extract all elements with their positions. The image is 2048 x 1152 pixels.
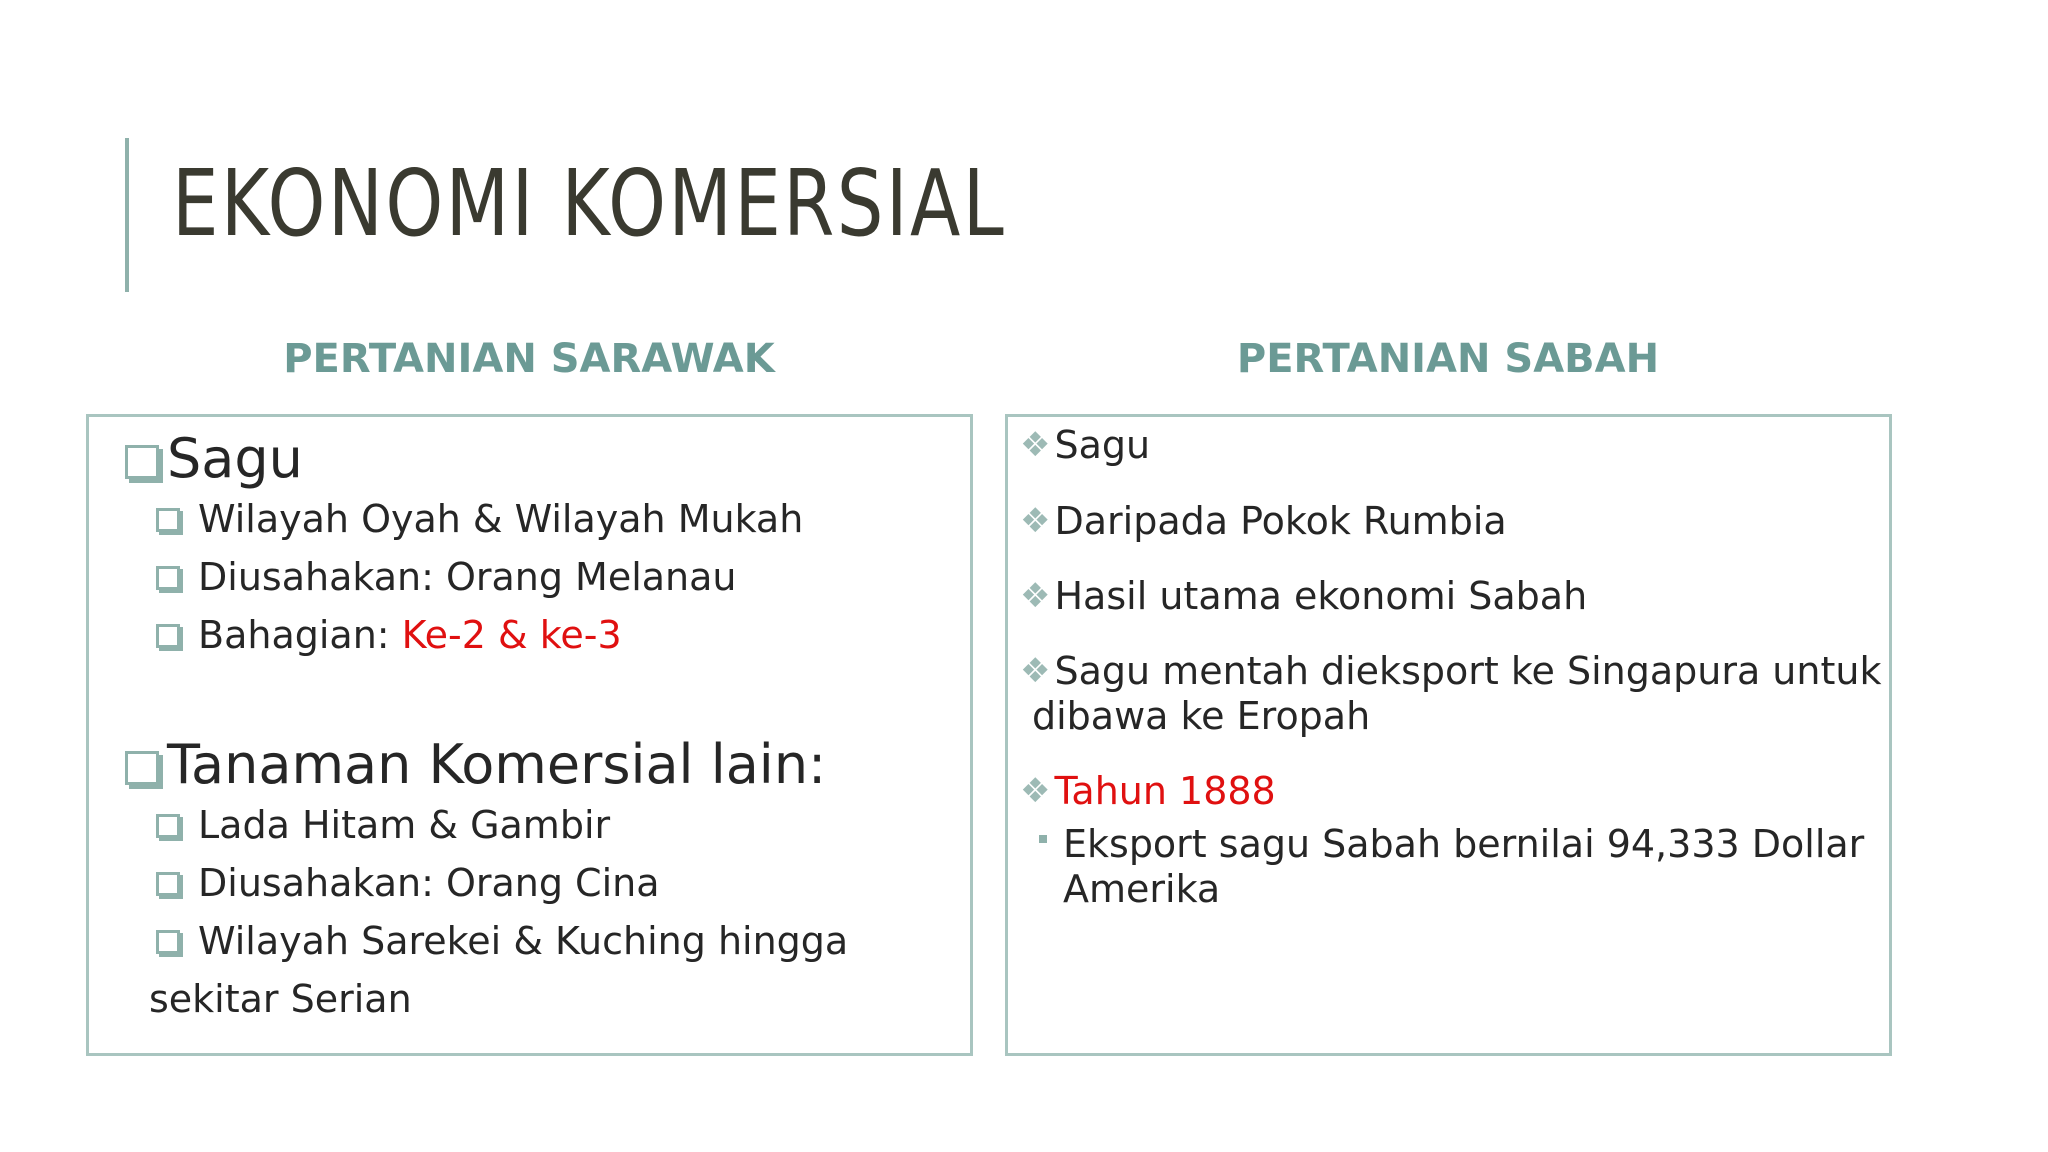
sub-item-continuation: sekitar Serian bbox=[149, 977, 412, 1021]
sub-item-label: Wilayah Sarekei & Kuching hingga bbox=[198, 919, 849, 963]
hollow-square-icon bbox=[156, 566, 180, 590]
four-diamond-icon: ❖ bbox=[1020, 501, 1051, 541]
hollow-square-icon bbox=[125, 445, 159, 479]
list-item-sagu bbox=[125, 427, 303, 490]
sub-item-label: Lada Hitam & Gambir bbox=[198, 803, 611, 847]
list-item-label: Hasil utama ekonomi Sabah bbox=[1054, 574, 1588, 618]
list-item-label: Tanaman Komersial lain: bbox=[167, 733, 827, 796]
sub-item-label: Bahagian: bbox=[198, 613, 402, 657]
sub-item bbox=[156, 613, 622, 657]
list-item-label: Sagu bbox=[167, 427, 303, 490]
list-item bbox=[1020, 423, 1150, 467]
sub-item bbox=[156, 919, 848, 963]
sub-item bbox=[156, 861, 660, 905]
sub-item bbox=[156, 803, 610, 847]
four-diamond-icon: ❖ bbox=[1020, 425, 1051, 465]
list-item bbox=[1020, 574, 1587, 618]
sarawak-box bbox=[86, 414, 973, 1056]
list-item-tanaman bbox=[125, 733, 826, 796]
sub-item-label: Wilayah Oyah & Wilayah Mukah bbox=[198, 497, 804, 541]
list-item bbox=[1020, 649, 1881, 693]
list-item-label: Tahun 1888 bbox=[1054, 769, 1276, 813]
sub-item-label: Diusahakan: Orang Cina bbox=[198, 861, 660, 905]
title-accent-bar bbox=[125, 138, 129, 292]
hollow-square-icon bbox=[156, 872, 180, 896]
sub-item bbox=[156, 555, 737, 599]
hollow-square-icon bbox=[156, 624, 180, 648]
list-item-year bbox=[1020, 769, 1276, 813]
list-item-label: Sagu bbox=[1054, 423, 1151, 467]
heading-sarawak: PERTANIAN SARAWAK bbox=[283, 336, 775, 382]
list-item bbox=[1020, 499, 1507, 543]
sub-item-label: Diusahakan: Orang Melanau bbox=[198, 555, 737, 599]
hollow-square-icon bbox=[156, 814, 180, 838]
four-diamond-icon: ❖ bbox=[1020, 651, 1051, 691]
heading-sabah: PERTANIAN SABAH bbox=[1236, 336, 1660, 382]
four-diamond-icon: ❖ bbox=[1020, 576, 1051, 616]
sub-item-label: Eksport sagu Sabah bernilai 94,333 Dollar bbox=[1063, 822, 1865, 866]
hollow-square-icon bbox=[156, 930, 180, 954]
four-diamond-icon: ❖ bbox=[1020, 771, 1051, 811]
sub-item bbox=[1039, 822, 1864, 866]
list-item-continuation: dibawa ke Eropah bbox=[1032, 694, 1371, 738]
sub-item bbox=[156, 497, 803, 541]
hollow-square-icon bbox=[156, 508, 180, 532]
list-item-label: Sagu mentah dieksport ke Singapura untuk bbox=[1054, 649, 1882, 693]
sabah-box bbox=[1005, 414, 1892, 1056]
hollow-square-icon bbox=[125, 751, 159, 785]
highlight-text: Ke-2 & ke-3 bbox=[401, 613, 622, 657]
sub-item-continuation: Amerika bbox=[1063, 867, 1221, 911]
slide-title: EKONOMI KOMERSIAL bbox=[172, 150, 1007, 257]
small-square-icon bbox=[1039, 835, 1047, 843]
list-item-label: Daripada Pokok Rumbia bbox=[1054, 499, 1507, 543]
